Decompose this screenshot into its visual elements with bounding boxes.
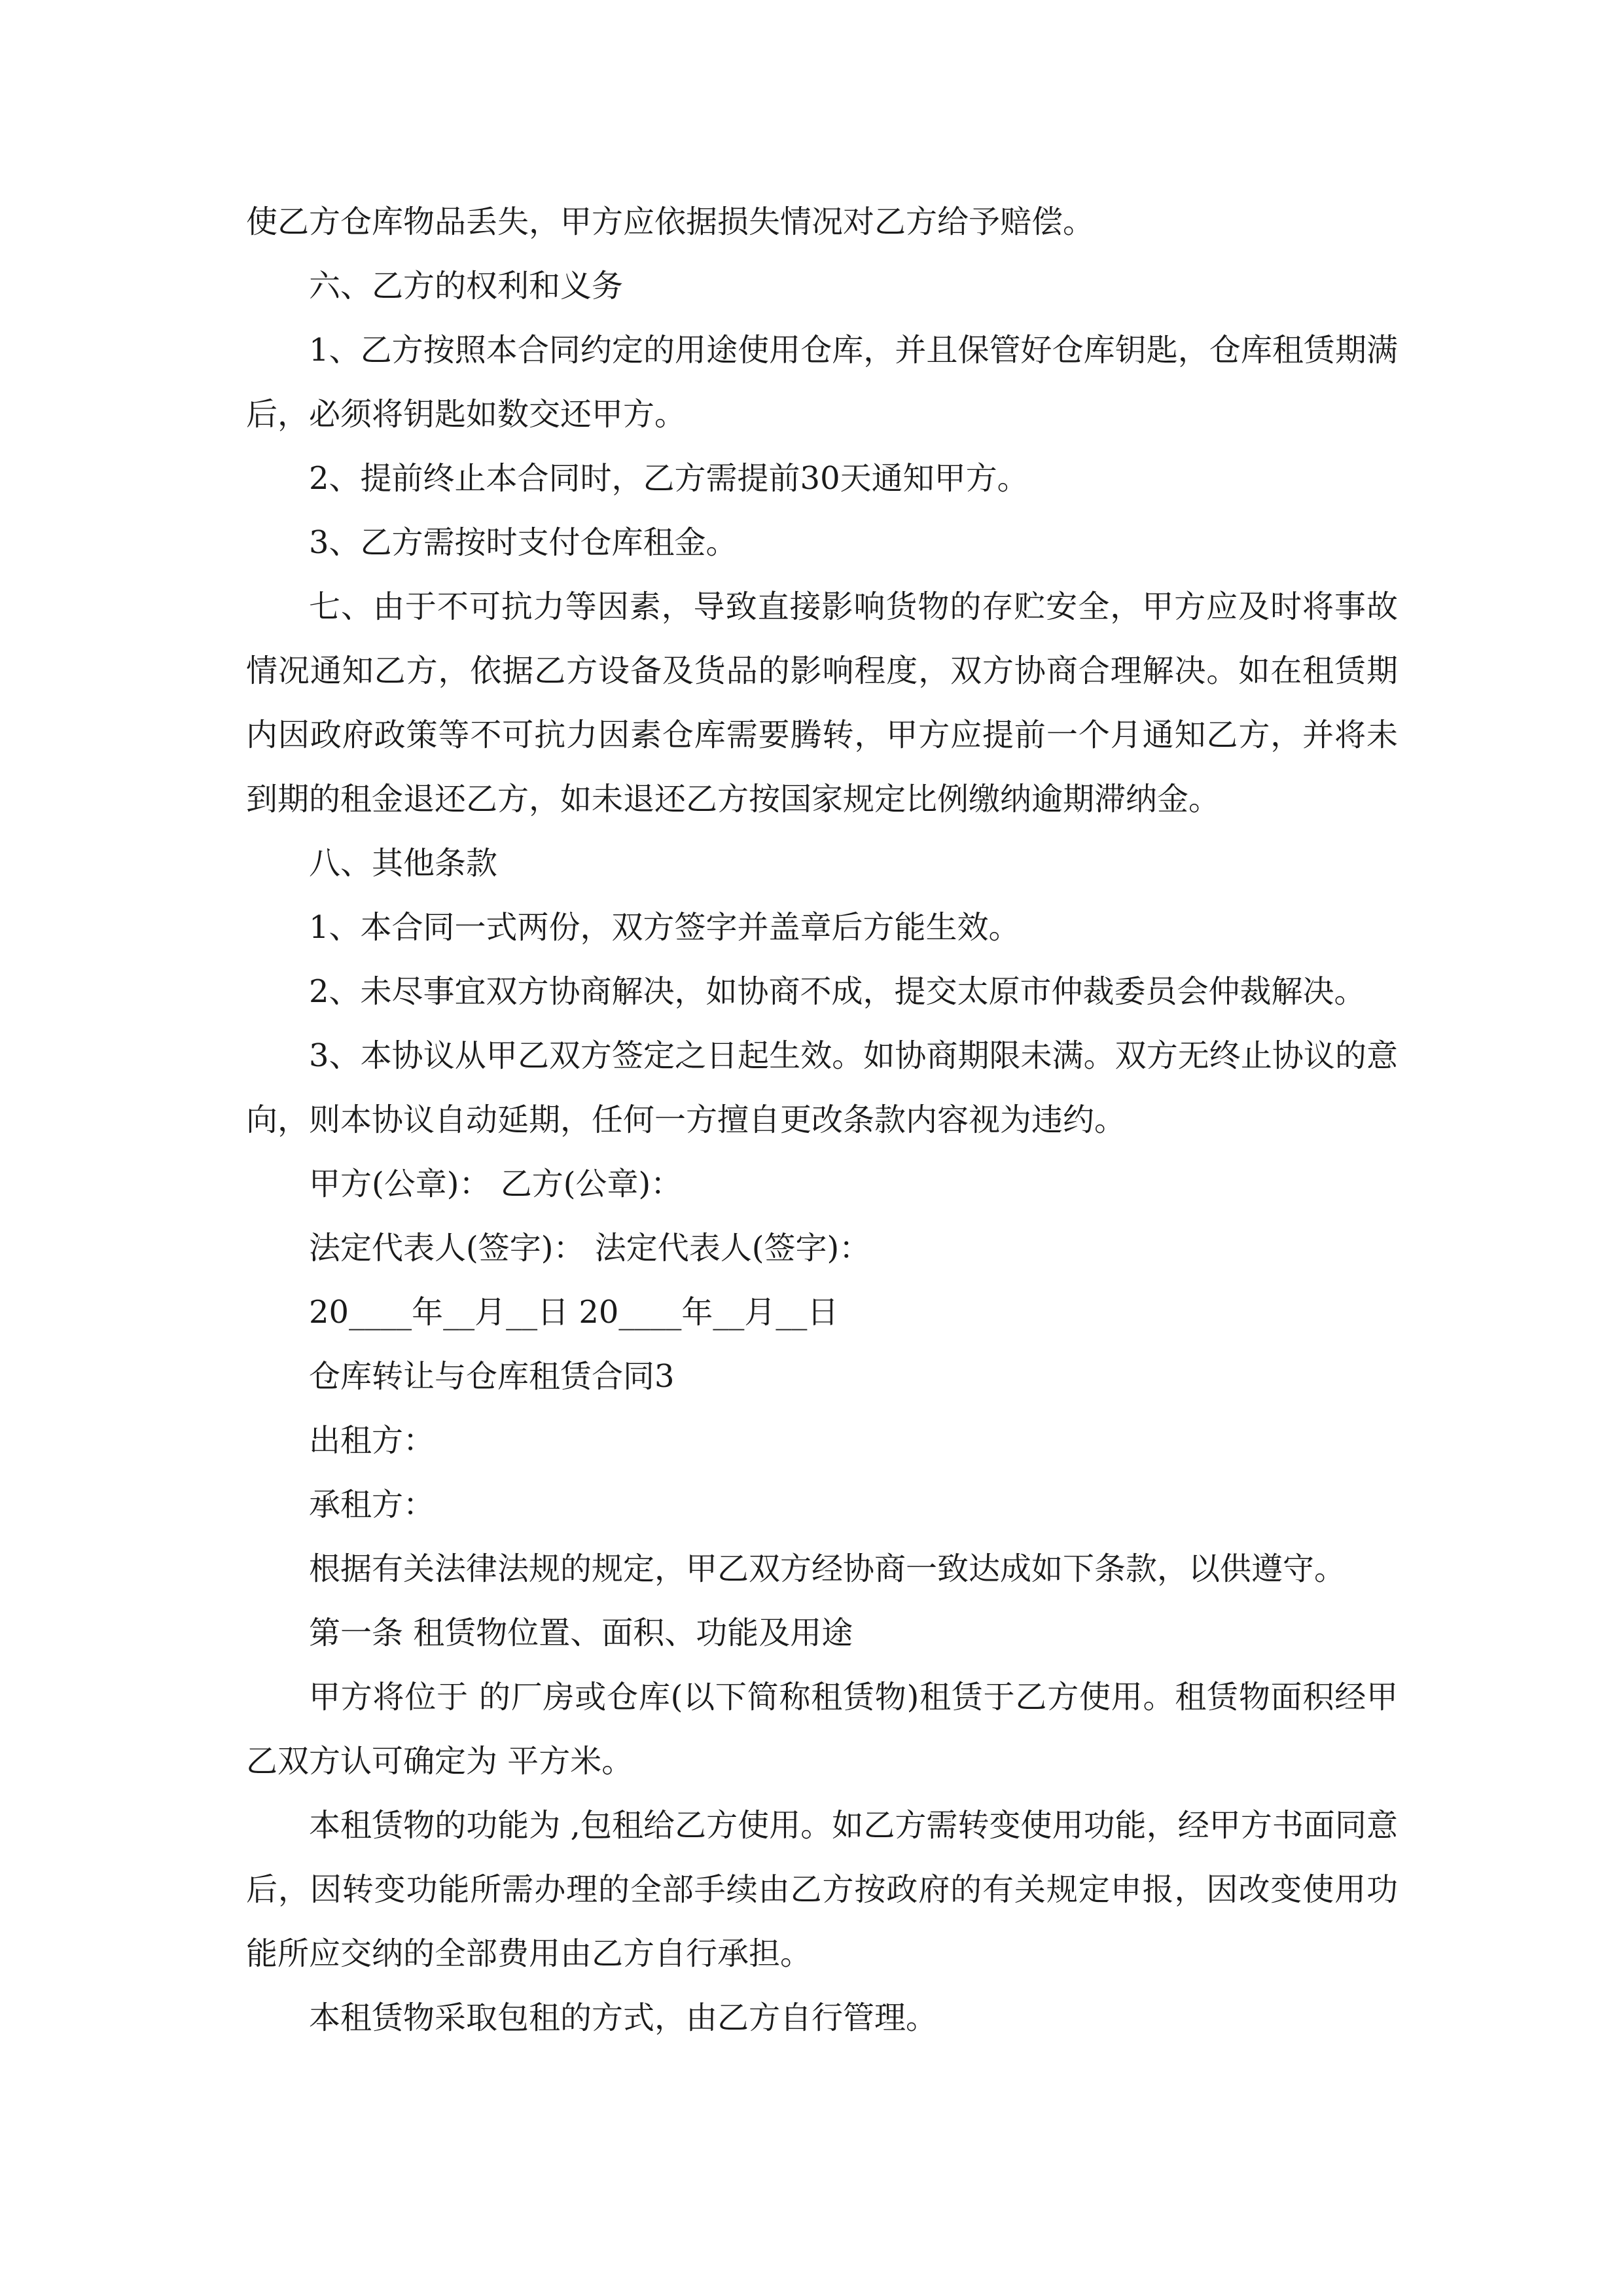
signature-seals: 甲方(公章)： 乙方(公章)： bbox=[309, 1166, 683, 1202]
article-1-function: 本租赁物的功能为 ,包租给乙方使用。如乙方需转变使用功能，经甲方书面同意后，因转变功能所需办理的全部手续由乙方按政府的有关规定申报，因改变使用功能所应交纳的全部费用由乙方自行承担。 bbox=[246, 1807, 1398, 1972]
clause-7-force-majeure: 七、由于不可抗力等因素，导致直接影响货物的存贮安全，甲方应及时将事故情况通知乙方，依据乙方设备及货品的影响程度，双方协商合理解决。如在租赁期内因政府政策等不可抗力因素仓库需要腾转，甲方应提前一个月通知乙方，并将未到期的租金退还乙方，如未退还乙方按国家规定比例缴纳逾期滞纳金。 bbox=[246, 588, 1398, 817]
clause-6-1: 1、乙方按照本合同约定的用途使用仓库，并且保管好仓库钥匙，仓库租赁期满后，必须将钥匙如数交还甲方。 bbox=[246, 332, 1398, 433]
heading-other-terms: 八、其他条款 bbox=[309, 845, 498, 882]
lessee-field: 承租方： bbox=[309, 1486, 435, 1523]
article-1-management: 本租赁物采取包租的方式，由乙方自行管理。 bbox=[309, 2000, 938, 2036]
signature-representatives: 法定代表人(签字)： 法定代表人(签字)： bbox=[309, 1230, 871, 1266]
contract-3-title: 仓库转让与仓库租赁合同3 bbox=[309, 1358, 675, 1395]
article-1-heading: 第一条 租赁物位置、面积、功能及用途 bbox=[309, 1615, 853, 1651]
lessor-field: 出租方： bbox=[309, 1422, 435, 1459]
clause-6-3: 3、乙方需按时支付仓库租金。 bbox=[309, 524, 738, 561]
heading-party-b-rights: 六、乙方的权利和义务 bbox=[309, 268, 624, 304]
signature-dates: 20____年__月__日 20____年__月__日 bbox=[309, 1294, 839, 1331]
preamble: 根据有关法律法规的规定，甲乙双方经协商一致达成如下条款，以供遵守。 bbox=[309, 1551, 1346, 1587]
paragraph-compensation-clause: 使乙方仓库物品丢失，甲方应依据损失情况对乙方给予赔偿。 bbox=[246, 204, 1095, 240]
clause-8-1: 1、本合同一式两份，双方签字并盖章后方能生效。 bbox=[309, 909, 1020, 946]
document-body bbox=[246, 190, 1398, 2050]
clause-8-2: 2、未尽事宜双方协商解决，如协商不成，提交太原市仲裁委员会仲裁解决。 bbox=[309, 973, 1366, 1010]
article-1-location: 甲方将位于 的厂房或仓库(以下简称租赁物)租赁于乙方使用。租赁物面积经甲乙双方认可确定为 平方米。 bbox=[246, 1679, 1398, 1780]
clause-6-2: 2、提前终止本合同时，乙方需提前30天通知甲方。 bbox=[309, 460, 1029, 497]
clause-8-3: 3、本协议从甲乙双方签定之日起生效。如协商期限未满。双方无终止协议的意向，则本协议自动延期，任何一方擅自更改条款内容视为违约。 bbox=[246, 1037, 1398, 1138]
